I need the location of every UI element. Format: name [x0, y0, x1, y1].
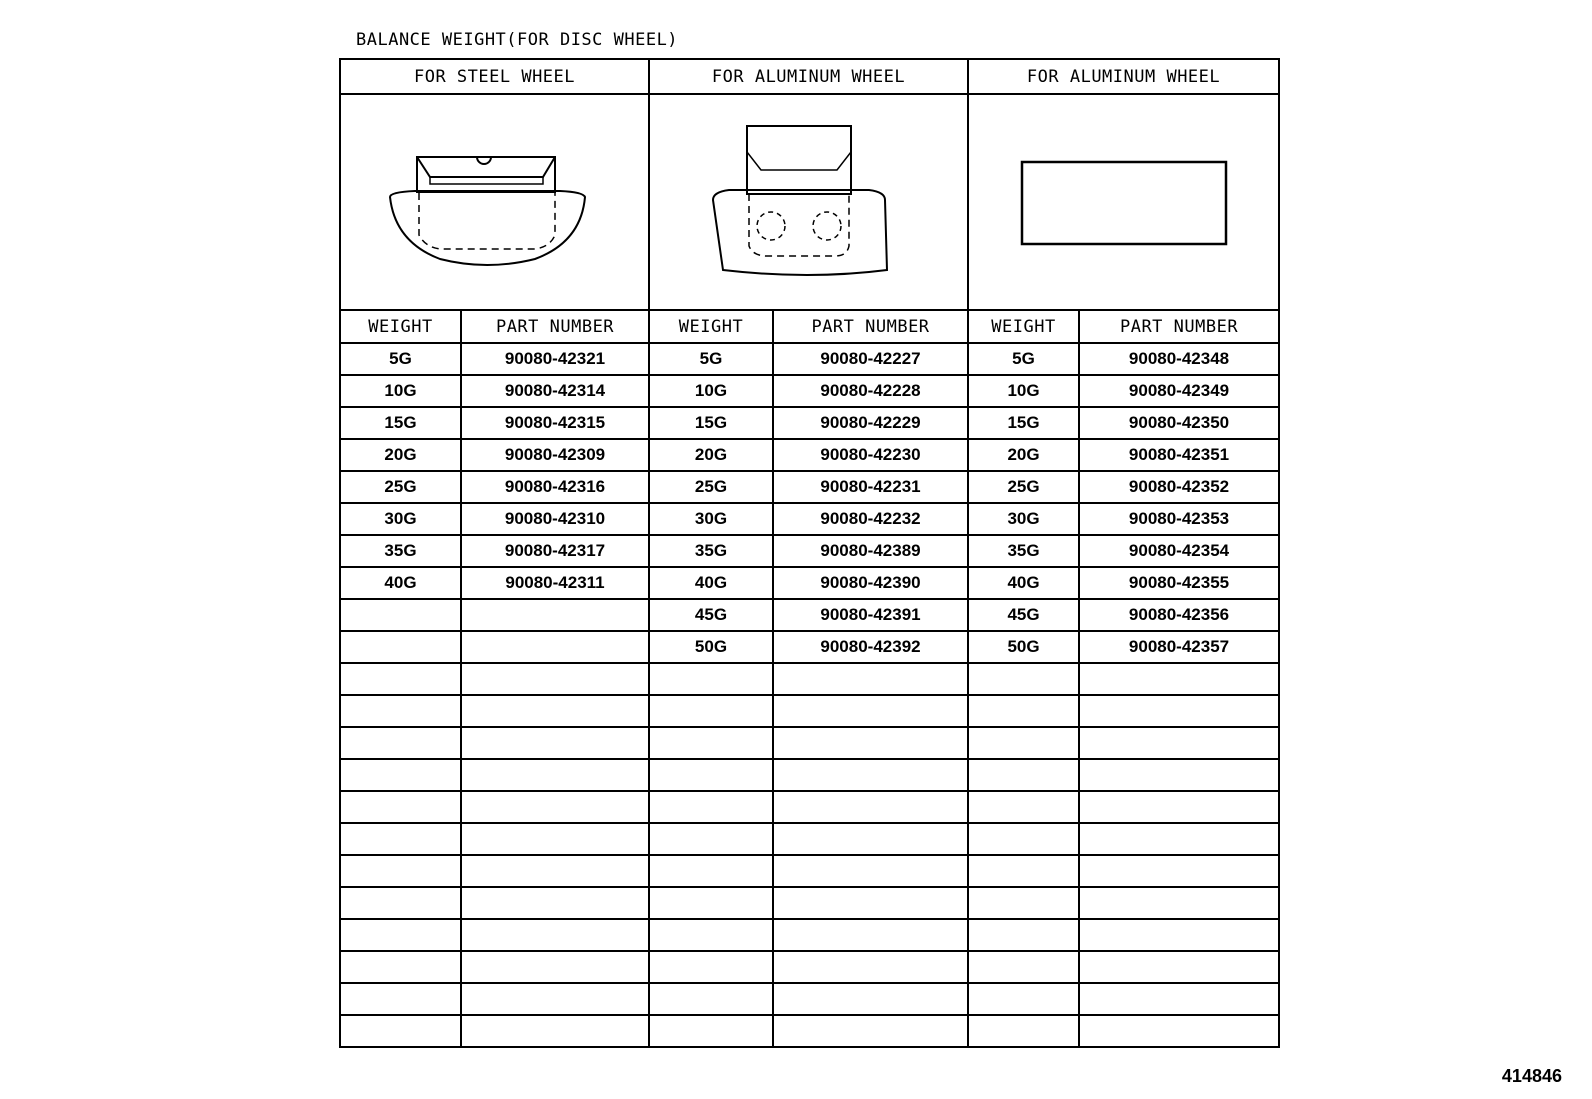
part-number-cell: 90080-42350	[1079, 407, 1279, 439]
adhesive-weight-illustration	[1014, 152, 1234, 252]
part-number-cell: 90080-42228	[773, 375, 968, 407]
weight-cell	[649, 951, 773, 983]
weight-cell	[340, 823, 461, 855]
weight-cell	[649, 855, 773, 887]
weight-cell	[340, 695, 461, 727]
weight-cell: 35G	[649, 535, 773, 567]
weight-cell	[649, 823, 773, 855]
table-row	[340, 503, 1279, 535]
weight-cell: 25G	[968, 471, 1079, 503]
weight-cell	[968, 983, 1079, 1015]
part-number-cell: 90080-42311	[461, 567, 649, 599]
weight-cell: 35G	[968, 535, 1079, 567]
weight-cell	[968, 1015, 1079, 1047]
weight-cell: 15G	[968, 407, 1079, 439]
part-number-cell	[1079, 823, 1279, 855]
weight-cell: 10G	[968, 375, 1079, 407]
part-number-cell	[461, 663, 649, 695]
table-row	[340, 599, 1279, 631]
weight-cell: 30G	[340, 503, 461, 535]
adhesive-weight-illustration-cell	[968, 94, 1279, 310]
part-number-cell: 90080-42317	[461, 535, 649, 567]
table-row	[340, 919, 1279, 951]
part-number-cell	[461, 599, 649, 631]
weight-cell: 5G	[649, 343, 773, 375]
part-number-cell: 90080-42349	[1079, 375, 1279, 407]
part-number-cell	[1079, 759, 1279, 791]
part-number-cell	[1079, 983, 1279, 1015]
table-row	[340, 439, 1279, 471]
weight-cell: 15G	[649, 407, 773, 439]
table-row	[340, 727, 1279, 759]
weight-cell	[649, 887, 773, 919]
weight-cell: 45G	[968, 599, 1079, 631]
table-row	[340, 887, 1279, 919]
weight-cell: 5G	[968, 343, 1079, 375]
part-number-cell: 90080-42314	[461, 375, 649, 407]
part-number-cell	[1079, 887, 1279, 919]
table-row	[340, 663, 1279, 695]
part-number-cell: 90080-42390	[773, 567, 968, 599]
table-row	[340, 375, 1279, 407]
weight-cell	[968, 727, 1079, 759]
part-number-cell	[461, 951, 649, 983]
weight-cell: 40G	[649, 567, 773, 599]
part-number-cell	[1079, 855, 1279, 887]
weight-cell	[340, 631, 461, 663]
part-number-cell: 90080-42309	[461, 439, 649, 471]
part-number-cell: 90080-42391	[773, 599, 968, 631]
weight-cell: 10G	[649, 375, 773, 407]
weight-cell: 50G	[968, 631, 1079, 663]
table-row	[340, 791, 1279, 823]
part-number-cell	[461, 695, 649, 727]
part-number-cell: 90080-42310	[461, 503, 649, 535]
weight-column-header: WEIGHT	[649, 310, 773, 343]
part-number-cell: 90080-42354	[1079, 535, 1279, 567]
weight-cell: 35G	[340, 535, 461, 567]
weight-cell	[649, 983, 773, 1015]
balance-weight-table	[339, 58, 1280, 1048]
part-number-cell: 90080-42356	[1079, 599, 1279, 631]
part-number-cell	[1079, 1015, 1279, 1047]
part-number-column-header: PART NUMBER	[461, 310, 649, 343]
section-header-row	[340, 59, 1279, 94]
table-row	[340, 343, 1279, 375]
weight-cell	[340, 599, 461, 631]
weight-cell	[340, 855, 461, 887]
column-header-row	[340, 310, 1279, 343]
part-number-cell	[773, 695, 968, 727]
weight-cell: 50G	[649, 631, 773, 663]
weight-cell	[649, 1015, 773, 1047]
table-row	[340, 631, 1279, 663]
weight-cell	[649, 791, 773, 823]
part-number-cell: 90080-42353	[1079, 503, 1279, 535]
weight-cell	[340, 887, 461, 919]
part-number-cell: 90080-42316	[461, 471, 649, 503]
part-number-cell: 90080-42229	[773, 407, 968, 439]
part-number-cell	[461, 1015, 649, 1047]
part-number-cell	[773, 791, 968, 823]
part-number-cell: 90080-42230	[773, 439, 968, 471]
weight-cell: 30G	[968, 503, 1079, 535]
weight-cell: 20G	[968, 439, 1079, 471]
part-number-column-header: PART NUMBER	[773, 310, 968, 343]
part-number-cell	[1079, 695, 1279, 727]
weight-cell	[340, 1015, 461, 1047]
aluminum-wheel-header-1: FOR ALUMINUM WHEEL	[649, 59, 968, 94]
weight-cell: 25G	[340, 471, 461, 503]
weight-cell: 45G	[649, 599, 773, 631]
part-number-cell	[773, 919, 968, 951]
weight-cell	[649, 727, 773, 759]
table-row	[340, 951, 1279, 983]
weight-cell: 20G	[649, 439, 773, 471]
part-number-cell	[1079, 663, 1279, 695]
part-number-cell	[773, 887, 968, 919]
weight-cell: 15G	[340, 407, 461, 439]
part-number-cell	[461, 631, 649, 663]
part-number-cell	[773, 855, 968, 887]
part-number-column-header: PART NUMBER	[1079, 310, 1279, 343]
weight-cell	[340, 727, 461, 759]
part-number-cell	[1079, 951, 1279, 983]
weight-cell	[340, 791, 461, 823]
part-number-cell	[461, 791, 649, 823]
steel-clip-weight-illustration	[385, 137, 605, 267]
aluminum-clip-weight-illustration	[709, 122, 909, 282]
illustration-row	[340, 94, 1279, 310]
table-row	[340, 535, 1279, 567]
page-title: BALANCE WEIGHT(FOR DISC WHEEL)	[356, 30, 679, 50]
part-number-cell: 90080-42231	[773, 471, 968, 503]
part-number-cell	[773, 663, 968, 695]
part-number-cell: 90080-42348	[1079, 343, 1279, 375]
weight-cell	[340, 919, 461, 951]
part-number-cell: 90080-42227	[773, 343, 968, 375]
part-number-cell	[773, 823, 968, 855]
part-number-cell	[773, 759, 968, 791]
steel-weight-illustration-cell	[340, 94, 649, 310]
part-number-cell: 90080-42351	[1079, 439, 1279, 471]
weight-cell	[968, 663, 1079, 695]
table-row	[340, 407, 1279, 439]
weight-cell	[649, 919, 773, 951]
part-number-cell: 90080-42232	[773, 503, 968, 535]
weight-cell	[968, 823, 1079, 855]
weight-cell	[968, 695, 1079, 727]
weight-cell	[968, 759, 1079, 791]
part-number-cell	[1079, 919, 1279, 951]
table-row	[340, 759, 1279, 791]
weight-cell: 40G	[968, 567, 1079, 599]
weight-cell: 5G	[340, 343, 461, 375]
weight-cell	[340, 983, 461, 1015]
weight-cell	[968, 919, 1079, 951]
weight-column-header: WEIGHT	[340, 310, 461, 343]
weight-cell: 40G	[340, 567, 461, 599]
part-number-cell	[773, 983, 968, 1015]
aluminum-clip-weight-illustration-cell	[649, 94, 968, 310]
weight-cell: 10G	[340, 375, 461, 407]
weight-column-header: WEIGHT	[968, 310, 1079, 343]
part-number-cell	[773, 951, 968, 983]
part-number-cell	[773, 727, 968, 759]
part-number-cell: 90080-42321	[461, 343, 649, 375]
weight-cell	[340, 663, 461, 695]
weight-cell	[340, 759, 461, 791]
part-number-cell: 90080-42357	[1079, 631, 1279, 663]
table-row	[340, 983, 1279, 1015]
part-number-cell	[461, 823, 649, 855]
weight-cell	[649, 759, 773, 791]
table-row	[340, 567, 1279, 599]
weight-cell: 20G	[340, 439, 461, 471]
part-number-cell: 90080-42392	[773, 631, 968, 663]
weight-cell	[968, 951, 1079, 983]
weight-cell	[968, 855, 1079, 887]
document-number: 414846	[1501, 1066, 1562, 1086]
weight-cell	[340, 951, 461, 983]
weight-cell	[649, 695, 773, 727]
part-number-cell	[1079, 791, 1279, 823]
table-row	[340, 471, 1279, 503]
part-number-cell	[461, 759, 649, 791]
part-number-cell: 90080-42389	[773, 535, 968, 567]
table-row	[340, 695, 1279, 727]
part-number-cell	[461, 983, 649, 1015]
weight-cell	[968, 887, 1079, 919]
weight-cell	[649, 663, 773, 695]
aluminum-wheel-header-2: FOR ALUMINUM WHEEL	[968, 59, 1279, 94]
table-row	[340, 855, 1279, 887]
part-number-cell	[461, 919, 649, 951]
part-number-cell: 90080-42315	[461, 407, 649, 439]
steel-wheel-header: FOR STEEL WHEEL	[340, 59, 649, 94]
part-number-cell	[1079, 727, 1279, 759]
weight-cell	[968, 791, 1079, 823]
table-row	[340, 823, 1279, 855]
weight-cell: 30G	[649, 503, 773, 535]
part-number-cell	[461, 727, 649, 759]
part-number-cell	[773, 1015, 968, 1047]
part-number-cell: 90080-42355	[1079, 567, 1279, 599]
weight-cell: 25G	[649, 471, 773, 503]
part-number-cell	[461, 855, 649, 887]
table-row	[340, 1015, 1279, 1047]
part-number-cell	[461, 887, 649, 919]
part-number-cell: 90080-42352	[1079, 471, 1279, 503]
